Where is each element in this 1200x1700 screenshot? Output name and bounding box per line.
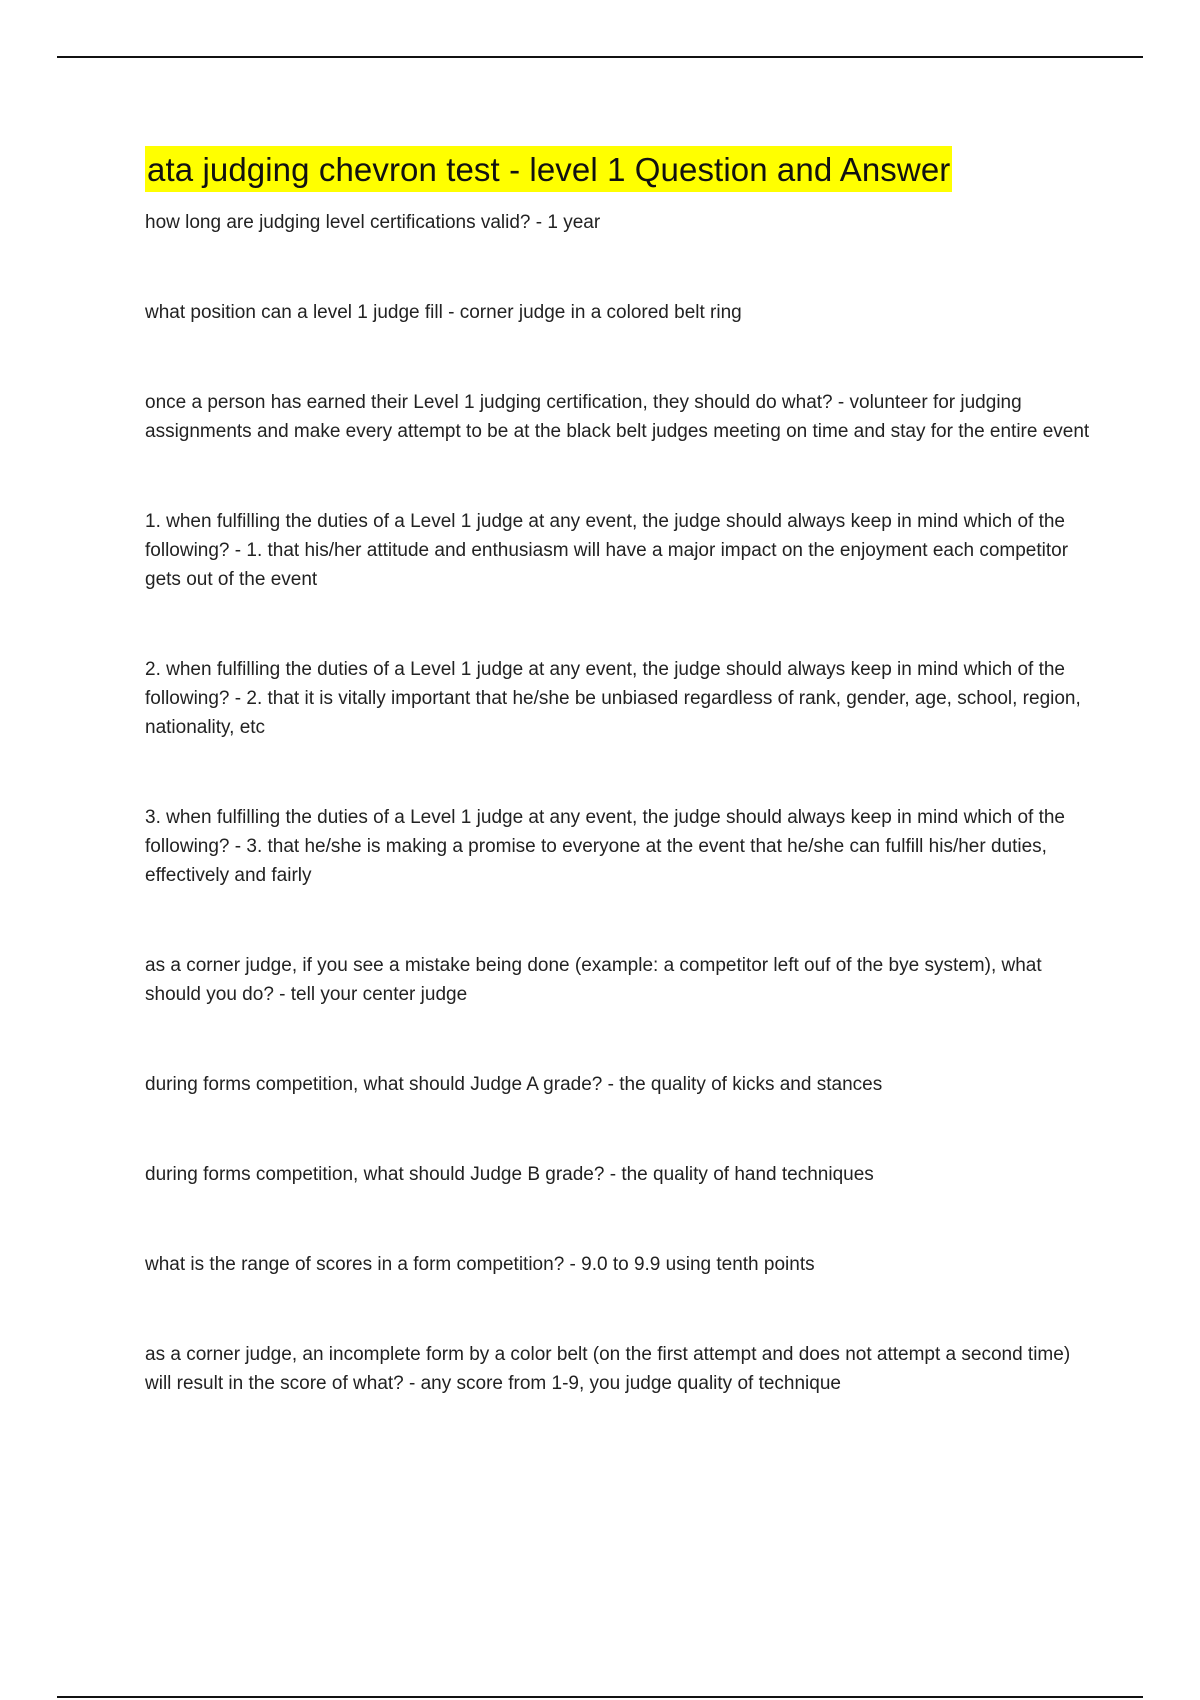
qa-item: how long are judging level certifications valid? - 1 year — [145, 212, 601, 233]
qa-item: during forms competition, what should Judge A grade? - the quality of kicks and stances — [145, 1074, 883, 1095]
qa-item: as a corner judge, if you see a mistake being done (example: a competitor left ouf of the bye system), what should you do? - tell your center judge — [145, 955, 1042, 1005]
qa-item: 2. when fulfilling the duties of a Level 1 judge at any event, the judge should always keep in mind which of the following? - 2. that it is vitally important that he/she be unbiased regardless of rank, gender, age, school, region, nationality, etc — [145, 659, 1081, 738]
qa-list — [145, 208, 1095, 1398]
document-body — [145, 146, 1095, 1459]
document-title: ata judging chevron test - level 1 Question and Answer — [145, 146, 952, 192]
qa-item: during forms competition, what should Judge B grade? - the quality of hand techniques — [145, 1164, 874, 1185]
qa-item: 3. when fulfilling the duties of a Level 1 judge at any event, the judge should always keep in mind which of the following? - 3. that he/she is making a promise to everyone at the event that he/she can fulfill his/her duties, effectively and fairly — [145, 807, 1065, 886]
qa-item: what position can a level 1 judge fill - corner judge in a colored belt ring — [145, 302, 742, 323]
qa-item: as a corner judge, an incomplete form by a color belt (on the first attempt and does not attempt a second time) will result in the score of what? - any score from 1-9, you judge quality of technique — [145, 1344, 1071, 1394]
top-rule — [57, 56, 1143, 58]
qa-item: what is the range of scores in a form competition? - 9.0 to 9.9 using tenth points — [145, 1254, 815, 1275]
qa-item: once a person has earned their Level 1 judging certification, they should do what? - volunteer for judging assignments and make every attempt to be at the black belt judges meeting on time and stay for the entire event — [145, 392, 1090, 442]
bottom-rule — [57, 1696, 1143, 1698]
qa-item: 1. when fulfilling the duties of a Level 1 judge at any event, the judge should always keep in mind which of the following? - 1. that his/her attitude and enthusiasm will have a major impact on the enjoyment each competitor gets out of the event — [145, 511, 1069, 590]
